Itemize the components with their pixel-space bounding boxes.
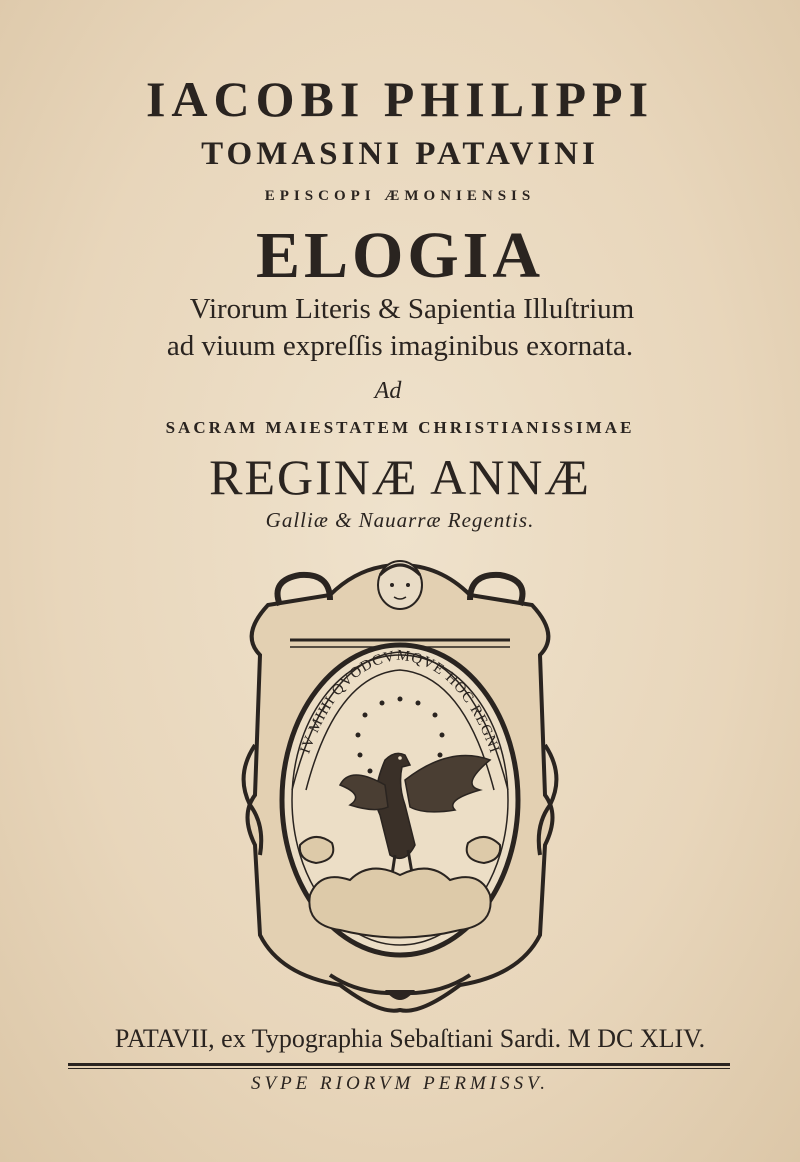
subtitle-line-1: Virorum Literis & Sapientia Illuſtrium	[189, 293, 635, 325]
motto-text: IV MIHI QVODCVMQVE HOC REGNI	[297, 647, 503, 756]
author-line-2: TOMASINI PATAVINI	[201, 136, 599, 172]
divider-rule-thin	[68, 1068, 730, 1069]
author-line-3: EPISCOPI ÆMONIENSIS	[264, 188, 536, 204]
dedication-line-1: SACRAM MAIESTATEM CHRISTIANISSIMAE	[165, 418, 635, 437]
dedication-ad: Ad	[374, 378, 402, 404]
permission-line: SVPE RIORVM PERMISSV.	[250, 1073, 550, 1094]
author-line-1: IACOBI PHILIPPI	[145, 71, 655, 127]
printers-device-eagle	[220, 545, 580, 1015]
imprint-line: PATAVII, ex Typographia Sebaſtiani Sardi. M DC XLIV.	[114, 1024, 706, 1053]
book-title: ELOGIA	[255, 219, 545, 292]
divider-rule	[68, 1063, 730, 1066]
dedication-queen: REGINÆ ANNÆ	[209, 449, 591, 505]
subtitle-line-2: ad viuum expreſſis imaginibus exornata.	[166, 330, 634, 362]
dedication-regent: Galliæ & Nauarræ Regentis.	[265, 508, 535, 532]
